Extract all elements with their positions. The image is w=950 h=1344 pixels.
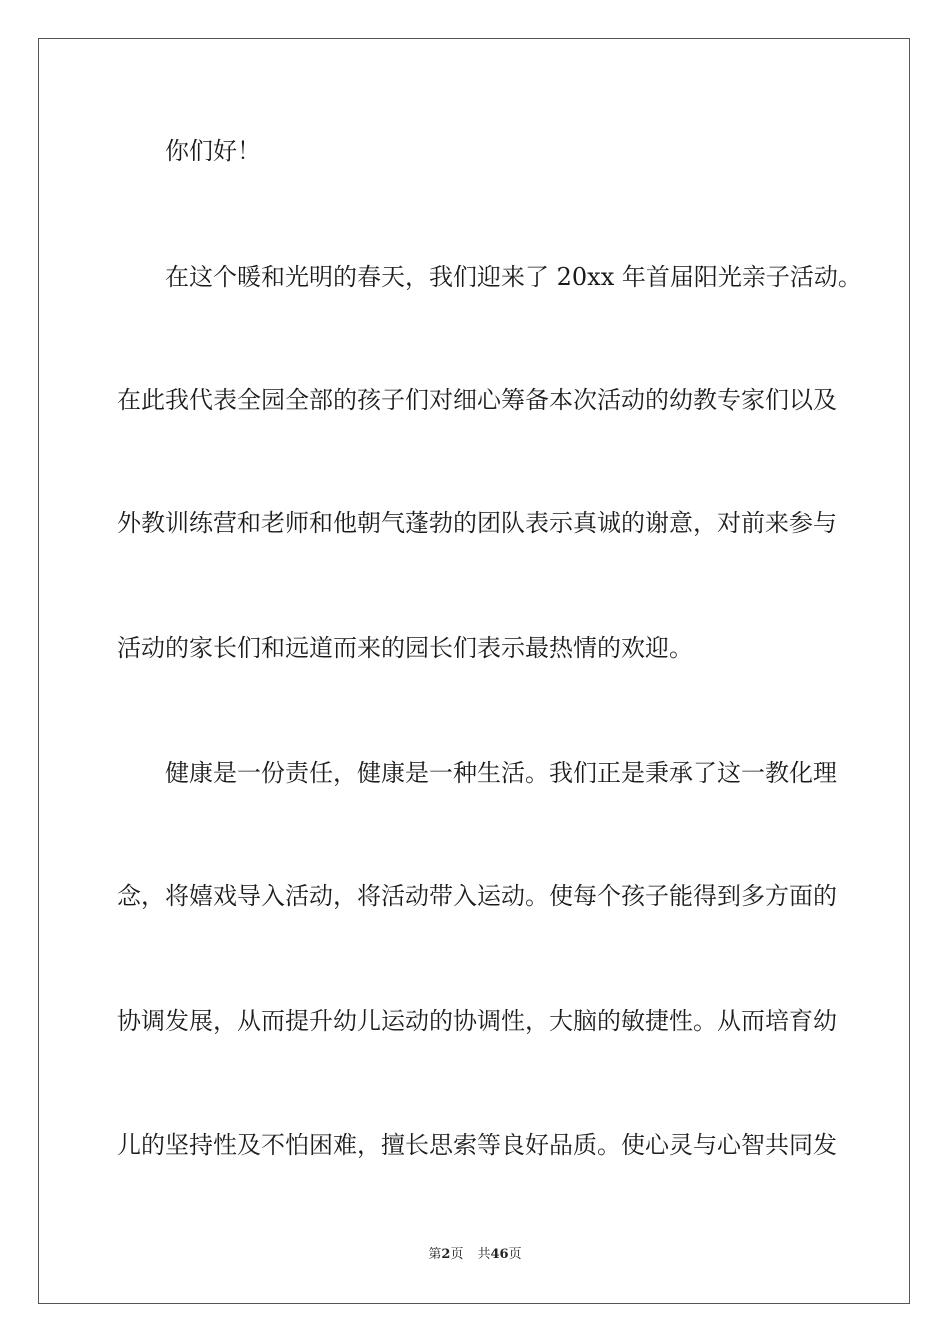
paragraph-line: 外教训练营和老师和他朝气蓬勃的团队表示真诚的谢意，对前来参与 (117, 509, 837, 537)
page-footer (0, 1246, 950, 1264)
page-suffix: 页 (450, 1247, 464, 1262)
paragraph-line: 念，将嬉戏导入活动，将活动带入运动。使每个孩子能得到多方面的 (117, 882, 837, 910)
greeting-line: 你们好！ (165, 137, 261, 165)
page-prefix: 第 (428, 1247, 442, 1262)
paragraph-line: 协调发展，从而提升幼儿运动的协调性，大脑的敏捷性。从而培育幼 (117, 1007, 837, 1035)
paragraph-line: 在此我代表全园全部的孩子们对细心筹备本次活动的幼教专家们以及 (117, 386, 837, 414)
paragraph-line: 在这个暖和光明的春天，我们迎来了 20xx 年首届阳光亲子活动。 (165, 263, 862, 291)
page-number: 2 (441, 1247, 451, 1262)
paragraph-line: 儿的坚持性及不怕困难，擅长思索等良好品质。使心灵与心智共同发 (117, 1131, 837, 1159)
total-suffix: 页 (508, 1247, 522, 1262)
total-prefix: 共 (477, 1247, 491, 1262)
total-pages: 46 (490, 1247, 509, 1262)
page-border (38, 38, 910, 1304)
paragraph-line: 活动的家长们和远道而来的园长们表示最热情的欢迎。 (117, 634, 693, 662)
paragraph-line: 健康是一份责任，健康是一种生活。我们正是秉承了这一教化理 (165, 759, 837, 787)
